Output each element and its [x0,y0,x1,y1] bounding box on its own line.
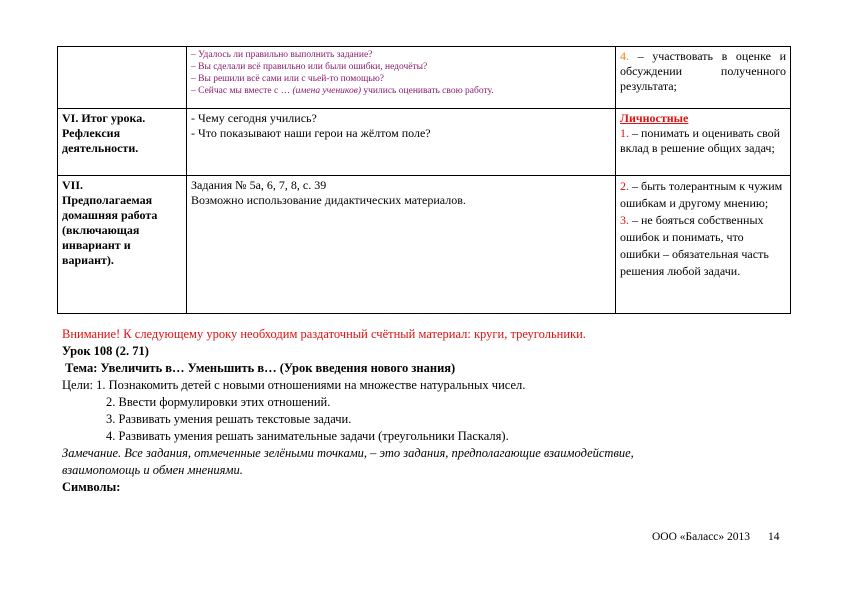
goal-item: 4. Развивать умения решать занимательные задачи (треугольники Паскаля). [106,429,509,443]
page-number: 14 [768,531,780,543]
result-text: – не бояться собственных ошибок и понимать, что ошибки – обязательная часть решения любой задачи. [620,213,769,278]
reflection-question: – Вы сделали всё правильно или были ошибки, недочёты? [191,62,428,72]
page-footer [652,531,798,543]
topic-label: Тема: [65,361,98,375]
remark-line: Замечание. Все задания, отмеченные зелёными точками, – это задания, предполагающие взаимодействие, [62,446,634,460]
activities-cell [187,176,616,314]
stage-title: вариант). [62,253,114,267]
topic-text: Увеличить в… Уменьшить в… (Урок введения нового знания) [100,361,456,375]
stage-title: Предполагаемая [62,193,153,207]
result-number: 4. [620,49,629,63]
attention-note: Внимание! К следующему уроку необходим раздаточный счётный материал: круги, треугольники. [62,327,586,341]
table-row [58,176,791,314]
result-number: 1. [620,126,629,140]
activities-cell [187,109,616,176]
goal-item: 2. Ввести формулировки этих отношений. [106,395,331,409]
lesson-number: Урок 108 (2. 71) [62,344,149,358]
table-row [58,47,791,109]
activity-text: Возможно использование дидактических материалов. [191,193,466,207]
stage-cell [58,176,187,314]
activities-cell [187,47,616,109]
goal-item: 3. Развивать умения решать текстовые задачи. [106,412,352,426]
lesson-goals [62,377,782,394]
results-cell [616,47,791,109]
stage-cell [58,109,187,176]
lesson-plan-text [62,326,782,496]
goals-label: Цели: [62,378,93,392]
stage-title: инвариант и [62,238,131,252]
reflection-question: – Удалось ли правильно выполнить задание? [191,50,373,60]
publisher-label: ООО «Баласс» 2013 [652,531,751,543]
results-cell [616,176,791,314]
stage-title: VII. [62,178,84,192]
lesson-topic [62,360,782,377]
stage-title: домашняя работа [62,208,158,222]
result-text: – быть толерантным к чужим ошибкам и другому мнению; [620,179,783,210]
reflection-question: – Сейчас мы вместе с … (имена учеников) учились оценивать свою работу. [191,86,494,96]
stage-title: (включающая [62,223,140,237]
lesson-table [57,46,791,314]
result-number: 2. [620,179,629,193]
goal-item: 1. Познакомить детей с новыми отношениями на множестве натуральных чисел. [96,378,526,392]
activity-text: - Что показывают наши герои на жёлтом поле? [191,126,431,140]
stage-title: VI. Итог урока. [62,111,146,125]
symbols-heading: Символы: [62,480,121,494]
remark-line: взаимопомощь и обмен мнениями. [62,463,243,477]
result-number: 3. [620,213,629,227]
result-text: – участвовать в оценке и обсуждении полученного результата; [620,49,786,93]
result-text: – понимать и оценивать свой вклад в решение общих задач; [620,126,781,155]
table-row [58,109,791,176]
result-heading: Личностные [620,111,689,125]
results-cell [616,109,791,176]
stage-cell [58,47,187,109]
activity-text: Задания № 5а, 6, 7, 8, с. 39 [191,178,327,192]
stage-title: Рефлексия [62,126,121,140]
stage-title: деятельности. [62,141,139,155]
reflection-question: – Вы решили всё сами или с чьей-то помощью? [191,74,385,84]
activity-text: - Чему сегодня учились? [191,111,317,125]
